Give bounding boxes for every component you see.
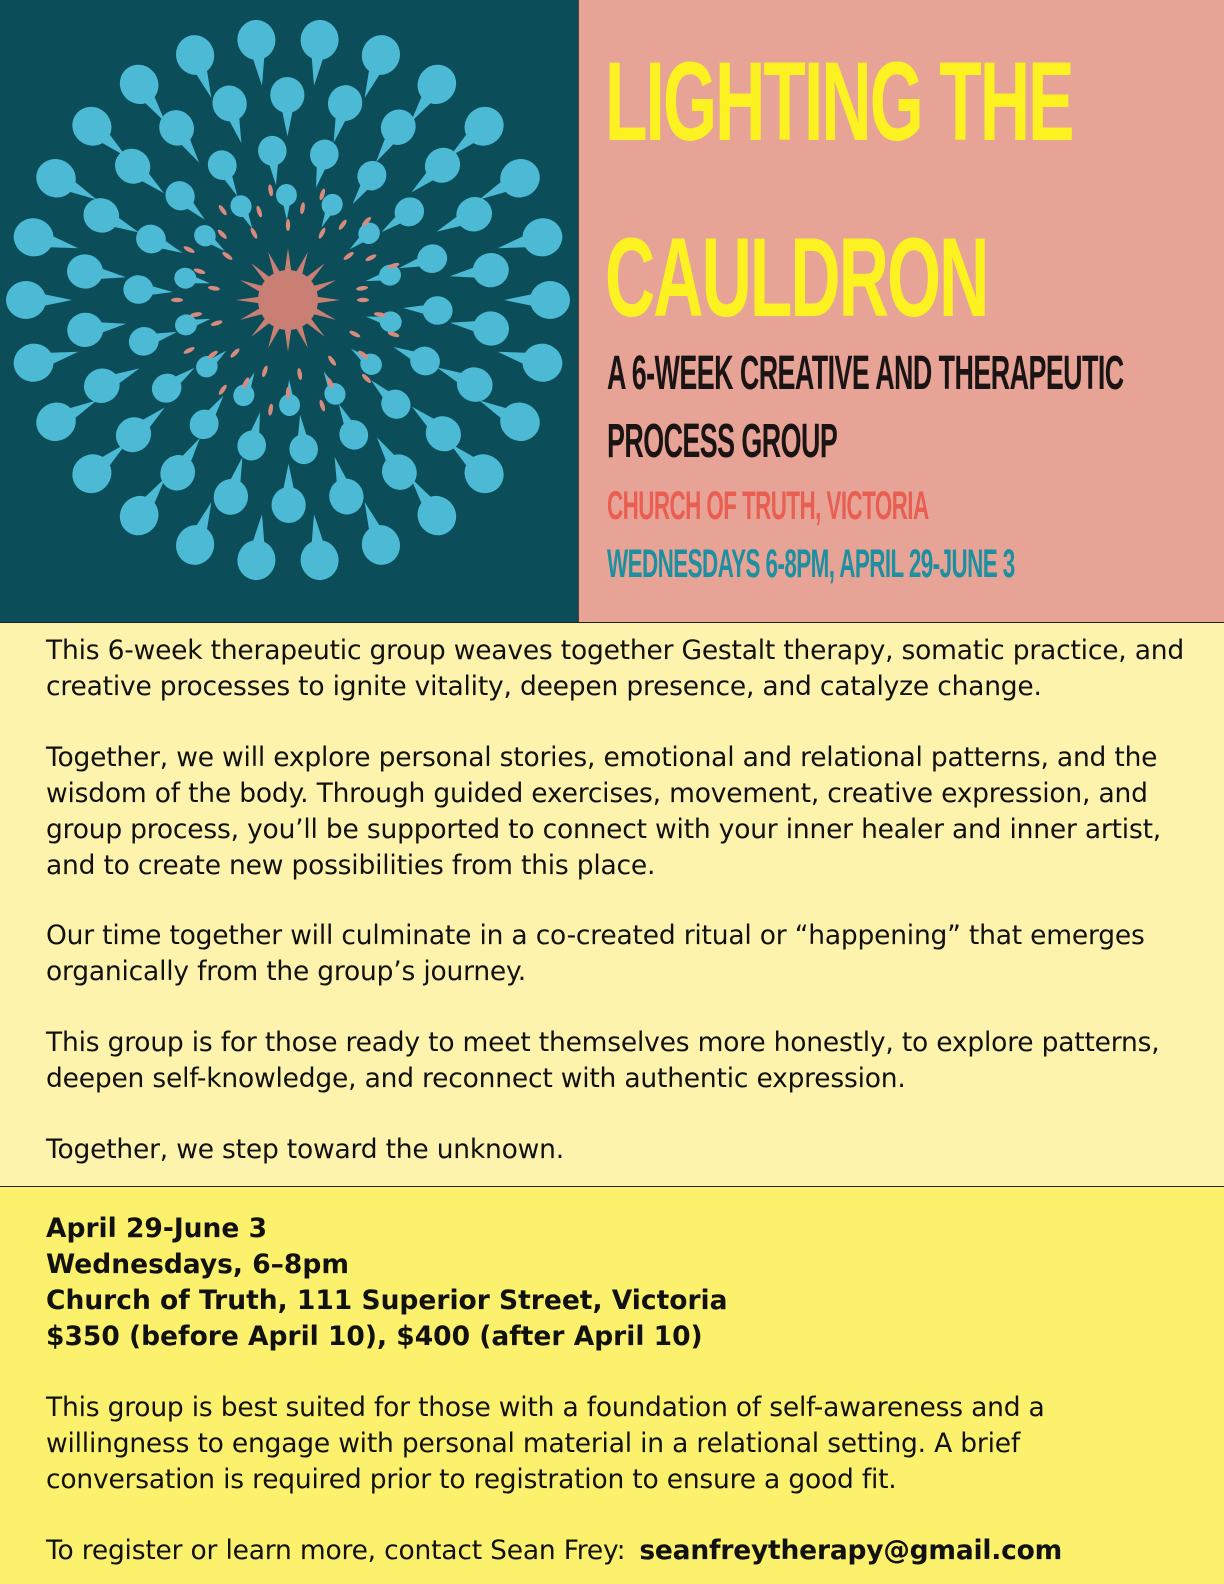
- mandala-drop-ring4: [279, 380, 300, 417]
- mandala-drop-ring4: [227, 192, 262, 234]
- mandala-drop-ring4: [345, 340, 387, 379]
- mandala-spark: [337, 219, 348, 231]
- mandala-drop-ring3: [159, 175, 214, 230]
- mandala-spark: [216, 228, 228, 240]
- mandala-drop-ring2: [317, 81, 366, 148]
- description-paragraph-4: This group is for those ready to meet themselves more honestly, to explore patterns, deepen self-knowledge, and reconnect with authentic expression.: [46, 1027, 1160, 1094]
- mandala-drop-ring3: [395, 241, 450, 282]
- mandala-drop-ring1: [504, 281, 570, 319]
- subtitle-line-2: PROCESS GROUP: [607, 415, 838, 468]
- mandala-drop-ring1: [295, 512, 341, 582]
- mandala-spark: [183, 346, 196, 355]
- venue-heading: CHURCH OF TRUTH, VICTORIA: [607, 484, 929, 528]
- mandala-drop-ring2: [78, 353, 146, 409]
- mandala-drop-ring1: [493, 333, 566, 386]
- mandala-drop-ring4: [173, 309, 213, 338]
- mandala-spark: [318, 399, 326, 412]
- mandala-drop-ring3: [234, 409, 274, 464]
- mandala-drop-ring3: [184, 388, 235, 445]
- description-paragraph-2: Together, we will explore personal stories, emotional and relational patterns, and the wisdom of the body. Through guided exercises, movement, creative expression, and group process, you’ll be supported to connect with your inner healer and inner artist, and to create new possibilities from this place.: [46, 742, 1161, 881]
- event-subtitle: [607, 340, 1212, 476]
- mandala-drop-ring2: [318, 452, 368, 519]
- mandala-drop-ring3: [388, 334, 445, 380]
- mandala-drop-ring2: [209, 452, 258, 519]
- mandala-drop-ring2: [429, 191, 497, 247]
- mandala-spark: [348, 329, 361, 338]
- details-section: [0, 1187, 1224, 1584]
- mandala-drop-ring4: [364, 306, 404, 334]
- mandala-drop-ring2: [65, 252, 129, 294]
- mandala-drop-ring1: [235, 18, 281, 88]
- mandala-drop-ring3: [361, 370, 416, 425]
- mandala-spark: [217, 204, 228, 216]
- mandala-spark: [249, 227, 258, 240]
- mandala-drop-ring4: [276, 184, 297, 221]
- mandala-spark: [268, 403, 274, 416]
- mandala-drop-ring3: [131, 220, 188, 266]
- mandala-illustration: [0, 0, 578, 622]
- event-address: Church of Truth, 111 Superior Street, Victoria: [46, 1285, 728, 1316]
- description-section: [0, 622, 1224, 1187]
- mandala-drop-ring3: [341, 155, 392, 212]
- mandala-drop-ring3: [373, 191, 430, 243]
- mandala-spark: [268, 184, 274, 197]
- mandala-spark: [183, 245, 196, 254]
- mandala-spark: [286, 219, 290, 231]
- mandala-drop-ring1: [6, 281, 72, 319]
- header-band: [0, 0, 1224, 622]
- mandala-drop-ring1: [295, 18, 341, 88]
- mandala-drop-ring3: [257, 134, 291, 186]
- mandala-drop-ring2: [78, 192, 146, 248]
- event-dates: April 29-June 3: [46, 1213, 268, 1244]
- mandala-spark: [343, 251, 355, 262]
- mandala-drop-ring4: [172, 266, 212, 294]
- mandala-drop-ring3: [125, 318, 180, 359]
- description-paragraph-1: This 6-week therapeutic group weaves together Gestalt therapy, somatic practice, and creative processes to ignite vitality, deepen presence, and catalyze change.: [46, 635, 1184, 702]
- mandala-drop-ring2: [65, 307, 129, 349]
- mandala-spark: [286, 387, 290, 399]
- mandala-drop-ring3: [286, 413, 320, 465]
- mandala-spark: [299, 202, 305, 215]
- mandala-artwork: [0, 0, 578, 622]
- event-facts: [46, 1211, 728, 1355]
- title-line-1: LIGHTING THE: [605, 39, 1073, 164]
- description-paragraph-5: Together, we step toward the unknown.: [46, 1134, 564, 1165]
- mandala-drop-ring3: [402, 294, 453, 326]
- mandala-drop-ring2: [430, 352, 498, 408]
- mandala-spark: [171, 298, 183, 302]
- mandala-spark: [317, 227, 326, 240]
- mandala-spark: [221, 251, 233, 262]
- mandala-drop-ring2: [208, 81, 258, 148]
- contact-text: To register or learn more, contact Sean Frey:: [46, 1535, 626, 1566]
- contact-email-link[interactable]: seanfreytherapy@gmail.com: [639, 1535, 1063, 1566]
- mandala-drop-ring4: [192, 343, 233, 382]
- mandala-drop-ring4: [230, 368, 264, 410]
- mandala-drop-ring3: [203, 145, 250, 202]
- mandala-spark: [297, 368, 303, 381]
- event-title: [605, 14, 1206, 366]
- mandala-spark: [208, 285, 221, 291]
- mandala-spark: [356, 285, 369, 291]
- mandala-drop-ring3: [122, 274, 173, 306]
- mandala-drop-ring3: [146, 356, 203, 408]
- mandala-spark: [255, 205, 263, 218]
- mandala-drop-ring2: [448, 306, 512, 348]
- title-panel: [578, 0, 1224, 622]
- mandala-spark: [327, 355, 338, 367]
- mandala-drop-ring4: [363, 262, 403, 291]
- mandala-drop-ring3: [302, 136, 342, 191]
- description-paragraph-3: Our time together will culminate in a co-created ritual or “happening” that emerges organically from the group’s journey.: [46, 920, 1145, 987]
- mandala-spark: [365, 253, 378, 262]
- mandala-spark: [210, 319, 223, 327]
- suitability-note: This group is best suited for those with a foundation of self-awareness and a willingness to engage with personal material in a relational setting. A brief conversation is required prior to registration to ensure a good fit.: [46, 1392, 1045, 1495]
- mandala-spark: [261, 365, 269, 378]
- mandala-drop-ring2: [270, 77, 304, 137]
- mandala-drop-ring1: [10, 214, 83, 267]
- mandala-drop-ring3: [326, 398, 373, 455]
- schedule-heading: WEDNESDAYS 6-8PM, APRIL 29-JUNE 3: [607, 542, 1015, 586]
- mandala-drop-ring2: [271, 464, 305, 524]
- mandala-spark: [357, 298, 369, 302]
- mandala-core: [258, 270, 318, 330]
- contact-line: [46, 1533, 1186, 1569]
- mandala-drop-ring1: [235, 512, 281, 582]
- mandala-drop-ring2: [447, 251, 511, 293]
- subtitle-line-1: A 6-WEEK CREATIVE AND THERAPEUTIC: [607, 347, 1124, 400]
- mandala-spark: [229, 347, 241, 359]
- title-line-2: CAULDRON: [605, 215, 988, 340]
- event-price: $350 (before April 10), $400 (after April 10): [46, 1321, 703, 1352]
- mandala-spark: [217, 384, 228, 396]
- event-time: Wednesdays, 6–8pm: [46, 1249, 349, 1280]
